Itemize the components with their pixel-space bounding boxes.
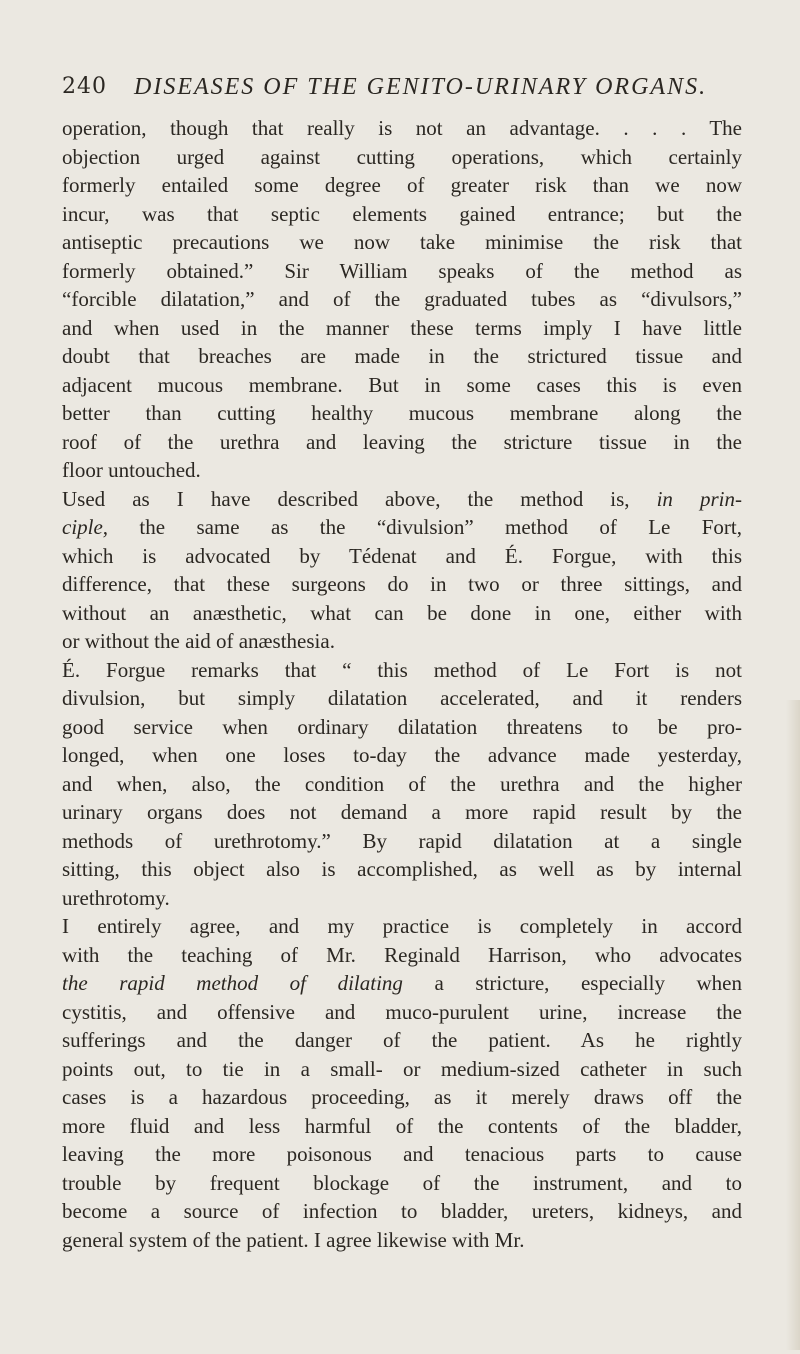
text-line: floor untouched. [62, 458, 201, 482]
text-line: with the teaching of Mr. Reginald Harrison, who advocates [62, 942, 742, 967]
text-line: divulsion, but simply dilatation accelerated, and it renders [62, 686, 742, 710]
text-line: urethrotomy. [62, 885, 170, 910]
text-line: “forcible dilatation,” and of the graduated tubes as “divulsors,” [62, 287, 742, 311]
text-line: or without the aid of anæsthesia. [62, 629, 335, 653]
paragraph [62, 656, 742, 913]
text-line: cases is a hazardous proceeding, as it merely draws off the [62, 1085, 742, 1109]
text-line: methods of urethrotomy.” By rapid dilatation at a single [62, 828, 742, 853]
text-line: without an anæsthetic, what can be done in one, either with [62, 600, 742, 625]
text-line: É. Forgue remarks that “ this method of Le Fort is not [62, 657, 742, 682]
text-line: leaving the more poisonous and tenacious parts to cause [62, 1142, 742, 1166]
page-number: 240 [62, 74, 107, 99]
text-line: sitting, this object also is accomplished, as well as by internal [62, 857, 742, 881]
paragraph [62, 114, 742, 485]
text-line: the rapid method of dilating a stricture, especially when [62, 971, 742, 995]
paragraph [62, 485, 742, 656]
text-line: antiseptic precautions we now take minimise the risk that [62, 230, 742, 254]
text-line: and when used in the manner these terms imply I have little [62, 315, 742, 340]
italic-text: ciple, [62, 515, 109, 539]
text-line: longed, when one loses to-day the advance made yesterday, [62, 743, 742, 767]
text-line: Used as I have described above, the method is, in prin- [62, 486, 742, 511]
text-line: adjacent mucous membrane. But in some cases this is even [62, 372, 742, 397]
text-line: good service when ordinary dilatation threatens to be pro- [62, 714, 742, 739]
text-line: I entirely agree, and my practice is completely in accord [62, 914, 742, 938]
italic-text: the rapid method of dilating [62, 971, 403, 995]
running-title: DISEASES OF THE GENITO-URINARY ORGANS. [134, 74, 708, 100]
text-line: general system of the patient. I agree likewise with Mr. [62, 1227, 525, 1252]
text-line: incur, was that septic elements gained entrance; but the [62, 201, 742, 226]
text-line: become a source of infection to bladder, ureters, kidneys, and [62, 1199, 742, 1223]
italic-text: in prin- [656, 486, 742, 511]
page-edge-shadow [786, 700, 800, 1350]
text-line: urinary organs does not demand a more rapid result by the [62, 800, 742, 824]
text-line: better than cutting healthy mucous membrane along the [62, 401, 742, 425]
text-line: formerly obtained.” Sir William speaks of the method as [62, 258, 742, 283]
text-line: difference, that these surgeons do in two or three sittings, and [62, 572, 742, 596]
text-line: operation, though that really is not an advantage. . . . The [62, 116, 742, 140]
text-line: and when, also, the condition of the urethra and the higher [62, 771, 742, 796]
body-text [62, 114, 742, 1254]
text-line: roof of the urethra and leaving the stricture tissue in the [62, 429, 742, 454]
text-line: sufferings and the danger of the patient. As he rightly [62, 1028, 742, 1052]
text-line: doubt that breaches are made in the strictured tissue and [62, 344, 742, 368]
text-line: ciple, the same as the “divulsion” method of Le Fort, [62, 515, 742, 539]
paragraph [62, 912, 742, 1254]
text-line: trouble by frequent blockage of the instrument, and to [62, 1170, 742, 1195]
page-header [62, 74, 742, 108]
text-line: objection urged against cutting operations, which certainly [62, 144, 742, 169]
text-line: cystitis, and offensive and muco-purulent urine, increase the [62, 999, 742, 1024]
text-line: formerly entailed some degree of greater risk than we now [62, 173, 742, 197]
text-line: points out, to tie in a small- or medium-sized catheter in such [62, 1056, 742, 1081]
text-line: more fluid and less harmful of the contents of the bladder, [62, 1113, 742, 1138]
text-line: which is advocated by Tédenat and É. Forgue, with this [62, 543, 742, 568]
